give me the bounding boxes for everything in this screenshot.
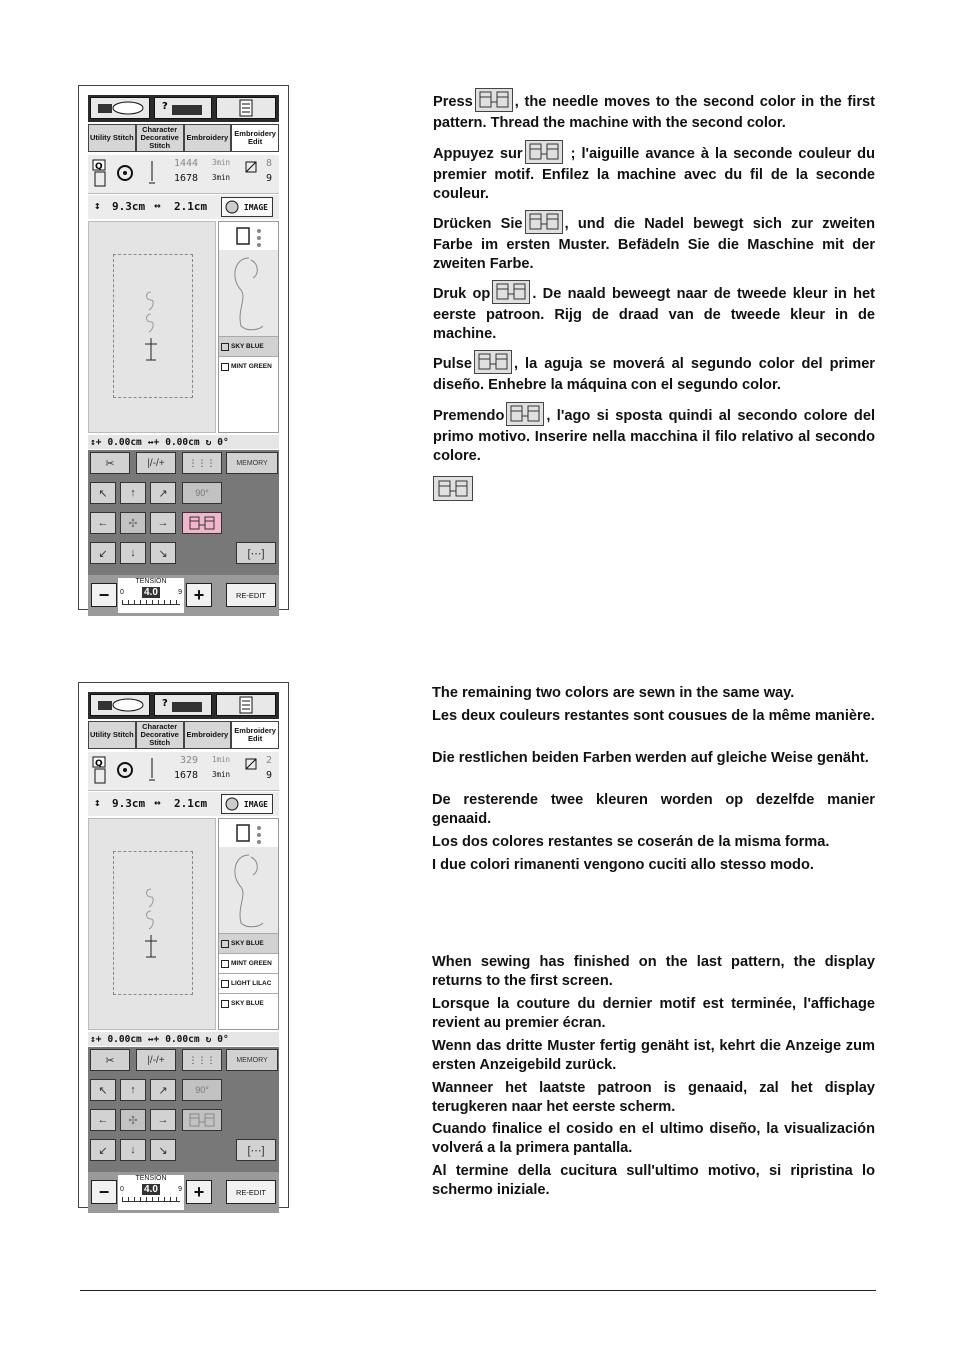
top-button-row (88, 692, 279, 719)
tension-label: TENSION (135, 578, 167, 585)
pattern-thumbnail (219, 250, 278, 336)
center-button[interactable] (120, 1109, 146, 1131)
move-down-left-button[interactable] (90, 1139, 116, 1161)
move-down-right-button[interactable] (150, 542, 176, 564)
image-button-label: IMAGE (243, 202, 268, 212)
tab-character-decorative[interactable]: Character Decorative Stitch (136, 721, 184, 749)
color-total: 9 (266, 173, 273, 184)
next-color-button[interactable] (182, 512, 222, 534)
color-total: 9 (266, 770, 273, 781)
scissors-icon: ✂ (105, 457, 115, 470)
next-color-icon (526, 211, 562, 233)
flamingo-pattern (141, 288, 163, 364)
thread-spool-icon (221, 980, 229, 988)
embroidery-preview (88, 818, 216, 1030)
tension-value: 4.0 (144, 1184, 158, 1195)
settings-button[interactable] (216, 694, 276, 716)
status-area (88, 155, 279, 194)
move-up-right-button[interactable] (150, 482, 176, 504)
center-icon: ✣ (128, 1114, 138, 1127)
time-current: 1min (212, 755, 231, 764)
stitch-counter-icon (146, 159, 158, 189)
move-down-button[interactable] (120, 542, 146, 564)
trial-button[interactable] (236, 1139, 276, 1161)
embroidery-preview (88, 221, 216, 433)
move-left-button[interactable] (90, 1109, 116, 1131)
pos-y-value: 0.00cm (107, 1033, 142, 1045)
presser-foot-icon (95, 697, 145, 713)
tension-label: TENSION (135, 1175, 167, 1182)
instruction-lead: Press (433, 93, 473, 110)
arrow-up-left-icon: ↖ (98, 1084, 108, 1097)
trial-frame-icon: [⋯] (247, 547, 265, 560)
height-arrow-icon: ↕ (94, 796, 101, 809)
thread-cut-button[interactable] (90, 452, 130, 474)
control-panel (88, 1047, 279, 1213)
image-preview-icon (225, 797, 239, 811)
move-up-right-button[interactable] (150, 1079, 176, 1101)
tab-embroidery-edit[interactable]: Embroidery Edit (231, 124, 279, 152)
arrow-up-left-icon: ↖ (98, 487, 108, 500)
next-color-key-inline (525, 210, 563, 234)
position-row (88, 1032, 279, 1046)
color-name: SKY BLUE (231, 1000, 264, 1007)
svg-text:?: ? (162, 101, 168, 112)
tension-scale (118, 578, 184, 613)
flamingo-pattern (141, 885, 163, 961)
foot-q-icon (91, 158, 113, 190)
size-row (88, 792, 279, 816)
color-name: MINT GREEN (231, 960, 272, 967)
memory-button[interactable] (226, 1049, 278, 1071)
color-name: MINT GREEN (231, 363, 272, 370)
machine-screen-1 (78, 85, 289, 610)
position-row (88, 435, 279, 449)
tab-embroidery[interactable]: Embroidery (184, 721, 232, 749)
instruction-paragraph (433, 282, 875, 343)
horizontal-move-icon: ↔+ (147, 436, 160, 448)
color-list-item (219, 933, 278, 953)
rotate-button[interactable] (182, 1079, 222, 1101)
color-counter-icon (245, 161, 257, 173)
height-arrow-icon: ↕ (94, 199, 101, 212)
memory-label: MEMORY (236, 459, 268, 467)
tension-plus-button[interactable]: + (186, 1180, 212, 1204)
svg-text:?: ? (162, 698, 168, 709)
help-icon (158, 99, 208, 117)
instruction-paragraph: Les deux couleurs restantes sont cousues de la même manière. (432, 708, 875, 724)
tension-max: 9 (178, 589, 182, 596)
tab-character-decorative[interactable]: Character Decorative Stitch (136, 124, 184, 152)
instruction-paragraph (433, 142, 875, 203)
horizontal-move-icon: ↔+ (147, 1033, 160, 1045)
foot-q-icon (91, 755, 113, 787)
height-value: 9.3cm (112, 797, 146, 810)
center-icon: ✣ (128, 517, 138, 530)
color-list-item (219, 953, 278, 973)
color-name: SKY BLUE (231, 940, 264, 947)
color-name: SKY BLUE (231, 343, 264, 350)
instruction-rest: , la aguja se moverá al segundo color del primer diseño. Enhebre la máquina con el segundo color. (433, 355, 875, 393)
arrow-down-icon: ↓ (130, 1144, 136, 1156)
center-button[interactable] (120, 512, 146, 534)
color-list (219, 336, 278, 376)
rotate-label: 90° (195, 1085, 209, 1095)
tension-bar (88, 1172, 279, 1213)
next-color-icon (493, 281, 529, 303)
mode-tabs (88, 124, 279, 152)
instruction-lead: Druk op (433, 285, 491, 302)
tension-plus-button[interactable]: + (186, 583, 212, 607)
help-button[interactable] (154, 97, 212, 119)
time-total: 3min (212, 770, 231, 779)
tab-embroidery-edit[interactable]: Embroidery Edit (231, 721, 279, 749)
arrow-up-right-icon: ↗ (158, 1084, 168, 1097)
instruction-lead: Premendo (433, 407, 505, 424)
arrow-down-right-icon: ↘ (158, 547, 168, 560)
next-color-key-illustration (433, 476, 473, 501)
angle-value: 0° (217, 1033, 229, 1045)
next-color-key-inline (474, 350, 512, 374)
time-total: 3min (212, 173, 231, 182)
stitch-counter-icon (146, 756, 158, 786)
arrow-down-icon: ↓ (130, 547, 136, 559)
stitch-current: 1444 (174, 158, 199, 169)
pos-y-value: 0.00cm (107, 436, 142, 448)
top-button-row (88, 95, 279, 122)
color-list-item (219, 993, 278, 1013)
stitch-trim-button[interactable] (136, 452, 176, 474)
arrow-up-icon: ↑ (130, 487, 136, 499)
image-button-label: IMAGE (243, 799, 268, 809)
tab-embroidery[interactable]: Embroidery (184, 124, 232, 152)
move-left-button[interactable] (90, 512, 116, 534)
width-value: 2.1cm (174, 200, 208, 213)
pos-x-value: 0.00cm (165, 436, 200, 448)
width-arrow-icon: ↔ (154, 199, 161, 212)
thread-spool-icon (221, 960, 229, 968)
tension-scale-row (118, 1184, 184, 1195)
instruction-paragraph: Al termine della cucitura sull'ultimo motivo, si ripristina lo schermo iniziale. (432, 1163, 875, 1198)
instruction-paragraph (433, 404, 875, 465)
next-color-key-inline (492, 280, 530, 304)
arrow-right-icon: → (157, 1114, 169, 1126)
color-counter-icon (245, 758, 257, 770)
stitch-trim-icon: |/-/+ (147, 1054, 165, 1066)
tension-min: 0 (120, 589, 124, 596)
next-color-icon (187, 1112, 217, 1128)
instruction-rest: . De naald beweegt naar de tweede kleur in het eerste patroon. Rijg de draad van de tweede kleur in de machine. (433, 285, 875, 342)
size-row (88, 195, 279, 219)
move-right-button[interactable] (150, 1109, 176, 1131)
tension-value: 4.0 (144, 587, 158, 598)
color-sequence-panel (218, 818, 279, 1030)
instruction-rest: , l'ago si sposta quindi al secondo colore del primo motivo. Inserire nella macchina il filo relativo al secondo colore. (433, 407, 875, 464)
settings-button[interactable] (216, 97, 276, 119)
instruction-rest: ; l'aiguille avance à la seconde couleur du premier motif. Enfilez la machine avec du fil de la seconde couleur. (433, 145, 876, 202)
rotation-icon: ↻ (205, 1033, 212, 1045)
vertical-move-icon: ↕+ (90, 1033, 102, 1045)
svg-text:Q: Q (95, 759, 103, 769)
tension-ticks (122, 1197, 180, 1202)
tension-bar (88, 575, 279, 616)
stitch-current: 329 (180, 755, 199, 766)
instruction-paragraph: Los dos colores restantes se coserán de la misma forma. (432, 834, 830, 850)
instruction-paragraph: Wenn das dritte Muster fertig genäht ist, kehrt die Anzeige zum ersten Anzeigebild zurück. (432, 1038, 875, 1073)
color-current: 2 (266, 755, 273, 766)
hoop-icon (233, 821, 267, 847)
arrow-up-icon: ↑ (130, 1084, 136, 1096)
color-list-item (219, 973, 278, 993)
color-list-item (219, 356, 278, 376)
thread-trim-icon: ⋮⋮⋮ (188, 457, 216, 468)
tension-scale (118, 1175, 184, 1210)
tab-utility-stitch[interactable]: Utility Stitch (88, 721, 136, 749)
trial-button[interactable] (236, 542, 276, 564)
instruction-paragraph: Cuando finalice el cosido en el ultimo diseño, la visualización volverá a la primera pantalla. (432, 1121, 875, 1156)
rotate-label: 90° (195, 488, 209, 498)
bobbin-icon (116, 164, 134, 182)
tension-minus-button[interactable]: − (91, 583, 117, 607)
instruction-paragraph: Lorsque la couture du dernier motif est terminée, l'affichage revient au premier écran. (432, 996, 875, 1031)
thread-trim-button[interactable] (182, 452, 222, 474)
arrow-down-left-icon: ↙ (98, 547, 108, 560)
instruction-lead: Drücken Sie (433, 215, 523, 232)
image-preview-icon (225, 200, 239, 214)
arrow-down-right-icon: ↘ (158, 1144, 168, 1157)
instruction-paragraph: When sewing has finished on the last pattern, the display returns to the first screen. (432, 954, 875, 989)
instruction-paragraph (433, 212, 875, 273)
width-arrow-icon: ↔ (154, 796, 161, 809)
memory-label: MEMORY (236, 1056, 268, 1064)
thread-trim-icon: ⋮⋮⋮ (188, 1054, 216, 1065)
instruction-paragraph: The remaining two colors are sewn in the same way. (432, 685, 795, 701)
next-color-icon (507, 403, 543, 425)
image-button[interactable] (221, 794, 273, 814)
angle-value: 0° (217, 436, 229, 448)
width-value: 2.1cm (174, 797, 208, 810)
instruction-paragraph: Wanneer het laatste patroon is genaaid, zal het display terugkeren naar het eerste scherm. (432, 1080, 875, 1115)
arrow-left-icon: ← (97, 1114, 109, 1126)
presser-foot-icon (95, 100, 145, 116)
next-color-key-inline (506, 402, 544, 426)
help-icon (158, 696, 208, 714)
settings-icon (238, 99, 254, 117)
move-down-button[interactable] (120, 1139, 146, 1161)
move-down-right-button[interactable] (150, 1139, 176, 1161)
next-color-icon (187, 515, 217, 531)
instruction-rest: , und die Nadel bewegt sich zur zweiten Farbe im ersten Muster. Befädeln Sie die Maschine mit der zweiten Farbe. (433, 215, 875, 272)
instruction-paragraph (433, 352, 875, 395)
control-panel (88, 450, 279, 616)
next-color-icon (434, 477, 472, 500)
stitch-trim-button[interactable] (136, 1049, 176, 1071)
next-color-icon (475, 351, 511, 373)
scissors-icon: ✂ (105, 1054, 115, 1067)
pos-x-value: 0.00cm (165, 1033, 200, 1045)
next-color-key-inline (525, 140, 563, 164)
mode-tabs (88, 721, 279, 749)
thread-spool-icon (221, 1000, 229, 1008)
thread-spool-icon (221, 343, 229, 351)
status-area (88, 752, 279, 791)
vertical-move-icon: ↕+ (90, 436, 102, 448)
instruction-lead: Pulse (433, 355, 472, 372)
presser-foot-button[interactable] (90, 97, 150, 119)
rotation-icon: ↻ (205, 436, 212, 448)
stitch-trim-icon: |/-/+ (147, 457, 165, 469)
stitch-total: 1678 (174, 173, 199, 184)
tab-utility-stitch[interactable]: Utility Stitch (88, 124, 136, 152)
color-list-item (219, 336, 278, 356)
color-current: 8 (266, 158, 273, 169)
move-up-button[interactable] (120, 1079, 146, 1101)
height-value: 9.3cm (112, 200, 146, 213)
bobbin-icon (116, 761, 134, 779)
move-up-button[interactable] (120, 482, 146, 504)
instruction-paragraph: De resterende twee kleuren worden op dezelfde manier genaaid. (432, 792, 875, 827)
next-color-icon (476, 89, 512, 111)
instruction-rest: , the needle moves to the second color in the first pattern. Thread the machine with the second color. (433, 93, 875, 131)
arrow-up-right-icon: ↗ (158, 487, 168, 500)
image-button[interactable] (221, 197, 273, 217)
move-up-left-button[interactable] (90, 1079, 116, 1101)
thread-spool-icon (221, 363, 229, 371)
machine-screen-2 (78, 682, 289, 1208)
instruction-paragraph: I due colori rimanenti vengono cuciti allo stesso modo. (432, 857, 814, 873)
pattern-thumbnail (219, 847, 278, 933)
move-up-left-button[interactable] (90, 482, 116, 504)
re-edit-button[interactable]: RE-EDIT (226, 583, 276, 607)
tension-scale-row (118, 587, 184, 598)
time-current: 3min (212, 158, 231, 167)
instruction-paragraph (433, 90, 875, 133)
arrow-left-icon: ← (97, 517, 109, 529)
tension-min: 0 (120, 1186, 124, 1193)
next-color-key-inline (475, 88, 513, 112)
color-name: LIGHT LILAC (231, 980, 272, 987)
instruction-paragraph: Die restlichen beiden Farben werden auf gleiche Weise genäht. (432, 750, 869, 766)
rotate-button[interactable] (182, 482, 222, 504)
memory-button[interactable] (226, 452, 278, 474)
thread-spool-icon (221, 940, 229, 948)
thread-cut-button[interactable] (90, 1049, 130, 1071)
instruction-lead: Appuyez sur (433, 145, 523, 162)
tension-max: 9 (178, 1186, 182, 1193)
svg-text:Q: Q (95, 162, 103, 172)
tension-minus-button[interactable]: − (91, 1180, 117, 1204)
arrow-down-left-icon: ↙ (98, 1144, 108, 1157)
color-list (219, 933, 278, 1013)
move-down-left-button[interactable] (90, 542, 116, 564)
next-color-button[interactable] (182, 1109, 222, 1131)
tension-ticks (122, 600, 180, 605)
settings-icon (238, 696, 254, 714)
next-color-icon (526, 141, 562, 163)
re-edit-button[interactable]: RE-EDIT (226, 1180, 276, 1204)
footer-rule (80, 1290, 876, 1291)
hoop-icon (233, 224, 267, 250)
presser-foot-button[interactable] (90, 694, 150, 716)
move-right-button[interactable] (150, 512, 176, 534)
stitch-total: 1678 (174, 770, 199, 781)
trial-frame-icon: [⋯] (247, 1144, 265, 1157)
thread-trim-button[interactable] (182, 1049, 222, 1071)
arrow-right-icon: → (157, 517, 169, 529)
color-sequence-panel (218, 221, 279, 433)
help-button[interactable] (154, 694, 212, 716)
